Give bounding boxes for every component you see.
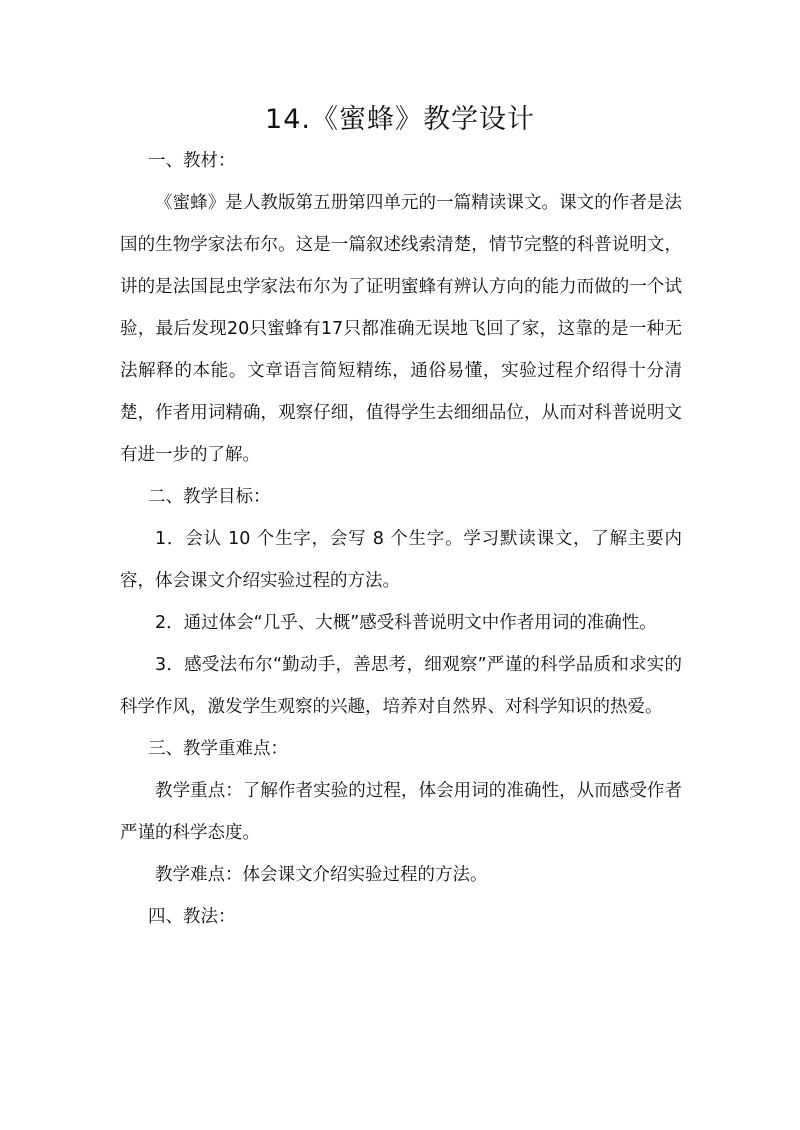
paragraph-goal-1: 1．会认 10 个生字，会写 8 个生字。学习默读课文，了解主要内容，体会课文介绍实验过程的方法。 (120, 529, 682, 591)
section-heading-key-difficult-points: 三、教学重难点： (148, 739, 288, 759)
section-heading-teaching-goals: 二、教学目标： (148, 487, 271, 507)
section-heading-teaching-method: 四、教法： (148, 907, 236, 927)
paragraph-textbook-description: 《蜜蜂》是人教版第五册第四单元的一篇精读课文。课文的作者是法国的生物学家法布尔。这是一篇叙述线索清楚，情节完整的科普说明文，讲的是法国昆虫学家法布尔为了证明蜜蜂有辨认方向的能力而做的一个试验，最后发现20只蜜蜂有17只都准确无误地飞回了家，这靠的是一种无法解释的本能。文章语言简短精练，通俗易懂，实验过程介绍得十分清楚，作者用词精确，观察仔细，值得学生去细细品位，从而对科普说明文有进一步的了解。 (120, 193, 682, 465)
section-heading-textbook: 一、教材： (148, 151, 236, 171)
document-body (120, 140, 682, 938)
paragraph-difficult-point: 教学难点：体会课文介绍实验过程的方法。 (155, 865, 488, 885)
paragraph-goal-3: 3．感受法布尔“勤动手，善思考，细观察”严谨的科学品质和求实的科学作风，激发学生观察的兴趣，培养对自然界、对科学知识的热爱。 (120, 655, 682, 717)
paragraph-goal-2: 2．通过体会“几乎、大概”感受科普说明文中作者用词的准确性。 (155, 613, 657, 633)
document-title: 14.《蜜蜂》教学设计 (265, 104, 535, 135)
paragraph-key-point: 教学重点：了解作者实验的过程，体会用词的准确性，从而感受作者严谨的科学态度。 (120, 781, 682, 843)
